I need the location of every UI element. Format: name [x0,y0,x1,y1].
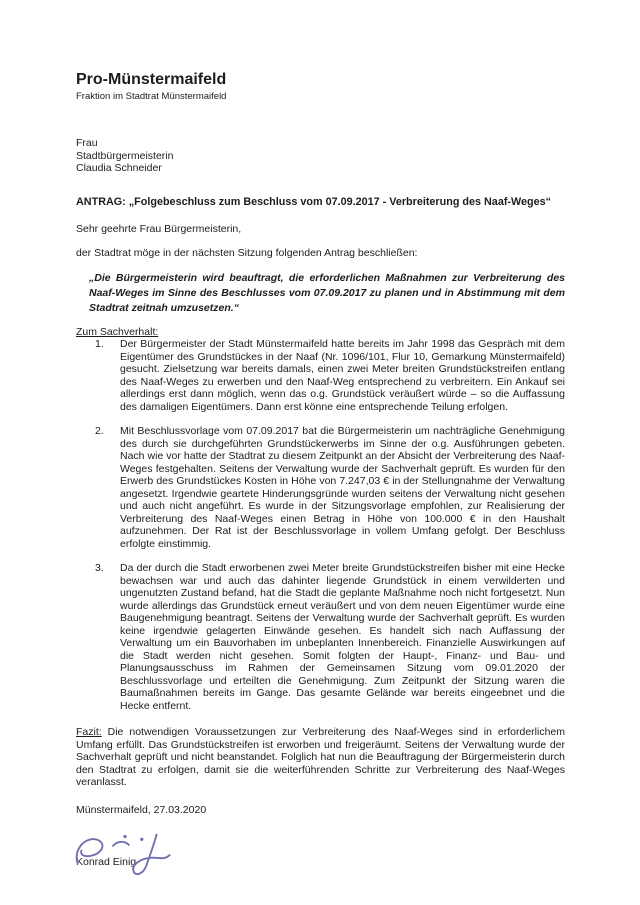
org-name: Pro-Münstermaifeld [76,71,227,88]
subject-line: ANTRAG: „Folgebeschluss zum Beschluss vom 07.09.2017 - Verbreiterung des Naaf-Weges“ [76,195,552,208]
list-item-text: Der Bürgermeister der Stadt Münstermaifeld hatte bereits im Jahr 1998 das Gespräch mit dem Eigentümer des Grundstückes in der Naaf (Nr. 1096/101, Flur 10, Gemarkung Münstermaifeld) gesucht. Zielsetzung war bereits damals, einen zwei Meter breiten Grundstückstreifen entlang des Naaf-Weges zu erwerben und den Naaf-Weg entsprechend zu verbreitern. Ein Ankauf sei allerdings erst dann möglich, wenn das o.g. Grundstück veräußert würde – so die Auffassung des damaligen Eigentümers. Dann erst könne eine entsprechende Teilung erfolgen. [120,338,565,413]
motion-quote: „Die Bürgermeisterin wird beauftragt, die erforderlichen Maßnahmen zur Verbreiterung des Naaf-Weges im Sinne des Beschlusses vom 07.09.2017 zu planen und in Abstimmung mit dem Stadtrat zeitnah umzusetzen.“ [89,271,565,314]
list-item-number: 1. [95,338,104,350]
sachverhalt-list [76,338,565,712]
recipient-line-3: Claudia Schneider [76,162,162,174]
list-item [76,338,565,413]
org-subline: Fraktion im Stadtrat Münstermaifeld [76,91,227,102]
recipient-address [76,137,565,175]
recipient-line-1: Frau [76,137,98,149]
fazit-label: Fazit: [76,726,102,738]
place-date-line: Münstermaifeld, 27.03.2020 [76,803,207,816]
recipient-line-2: Stadtbürgermeisterin [76,149,174,162]
list-item [76,562,565,712]
list-item-number: 2. [95,425,104,437]
letterhead [76,70,565,103]
signer-name: Konrad Einig [76,856,137,868]
fazit-paragraph [76,726,565,789]
list-item [76,425,565,550]
list-item-number: 3. [95,562,104,574]
sachverhalt-heading: Zum Sachverhalt: [76,325,159,338]
salutation: Sehr geehrte Frau Bürgermeisterin, [76,222,242,235]
signature-block [76,842,296,902]
list-item-text: Mit Beschlussvorlage vom 07.09.2017 bat die Bürgermeisterin um nachträgliche Genehmigung des durch sie durchgeführten Grundstückerwerbs im Sinne der o.g. Ausführungen gebeten. Nach wie vor hatte der Stadtrat zu diesem Zeitpunkt an der Absicht der Verbreiterung des Naaf-Weges festgehalten. Seitens der Verwaltung wurde der Sachverhalt geprüft. Es wurden für den Erwerb des Grundstückes Kosten in Höhe von 7.247,03 € in der Stellungnahme der Verwaltung angesetzt. Irgendwie geartete Hinderungsgründe wurden seitens der Verwaltung nicht gesehen und auch nicht angeführt. Es wurde in der Sitzungsvorlage empfohlen, zur Realisierung der Verbreiterung des Naaf-Weges einen Betrag in Höhe von 100.000 € in den Haushalt aufzunehmen. Der Rat ist der Beschlussvorlage in vollem Umfang gefolgt. Der Beschluss erfolgte einstimmig. [120,425,565,550]
fazit-text: Die notwendigen Voraussetzungen zur Verbreiterung des Naaf-Weges sind in erforderlichem Umfang erfüllt. Das Grundstückstreifen ist erworben und freigeräumt. Seitens der Verwaltung wurde der Sachverhalt geprüft und nicht beanstandet. Folglich hat nun die Beauftragung der Bürgermeisterin durch den Stadtrat zu erfolgen, damit sie die weiterführenden Schritte zur Verbreiterung des Naaf-Weges veranlasst. [76,726,566,788]
list-item-text: Da der durch die Stadt erworbenen zwei Meter breite Grundstückstreifen bisher mit eine Hecke bewachsen war und auch das dahinter liegende Grundstück in einem verwilderten und ungenutzten Zustand befand, hat die Stadt die geplante Maßnahme noch nicht fortgesetzt. Nun wurde allerdings das Grundstück erneut veräußert und von dem neuen Eigentümer wurde eine Baugenehmigung beantragt. Seitens der Verwaltung wurde der Sachverhalt geprüft. Es wurden keine irgendwie gelagerten Einwände gesehen. Es handelt sich nach Auffassung der Verwaltung um ein Bauvorhaben im unbeplanten Innenbereich. Finanzielle Auswirkungen auf die Stadt werden nicht gesehen. Somit folgten der Haupt-, Finanz- und Bau- und Planungsausschuss im Rahmen der Gemeinsamen Sitzung vom 09.01.2020 der Beschlussvorlage und erteilten die Genehmigung. Zum Zeitpunkt der Sitzung waren die Baumaßnahmen bereits im Gange. Das gesamte Gelände war bereits eingeebnet und die Hecke entfernt. [120,562,565,712]
intro-line: der Stadtrat möge in der nächsten Sitzung folgenden Antrag beschließen: [76,247,418,259]
